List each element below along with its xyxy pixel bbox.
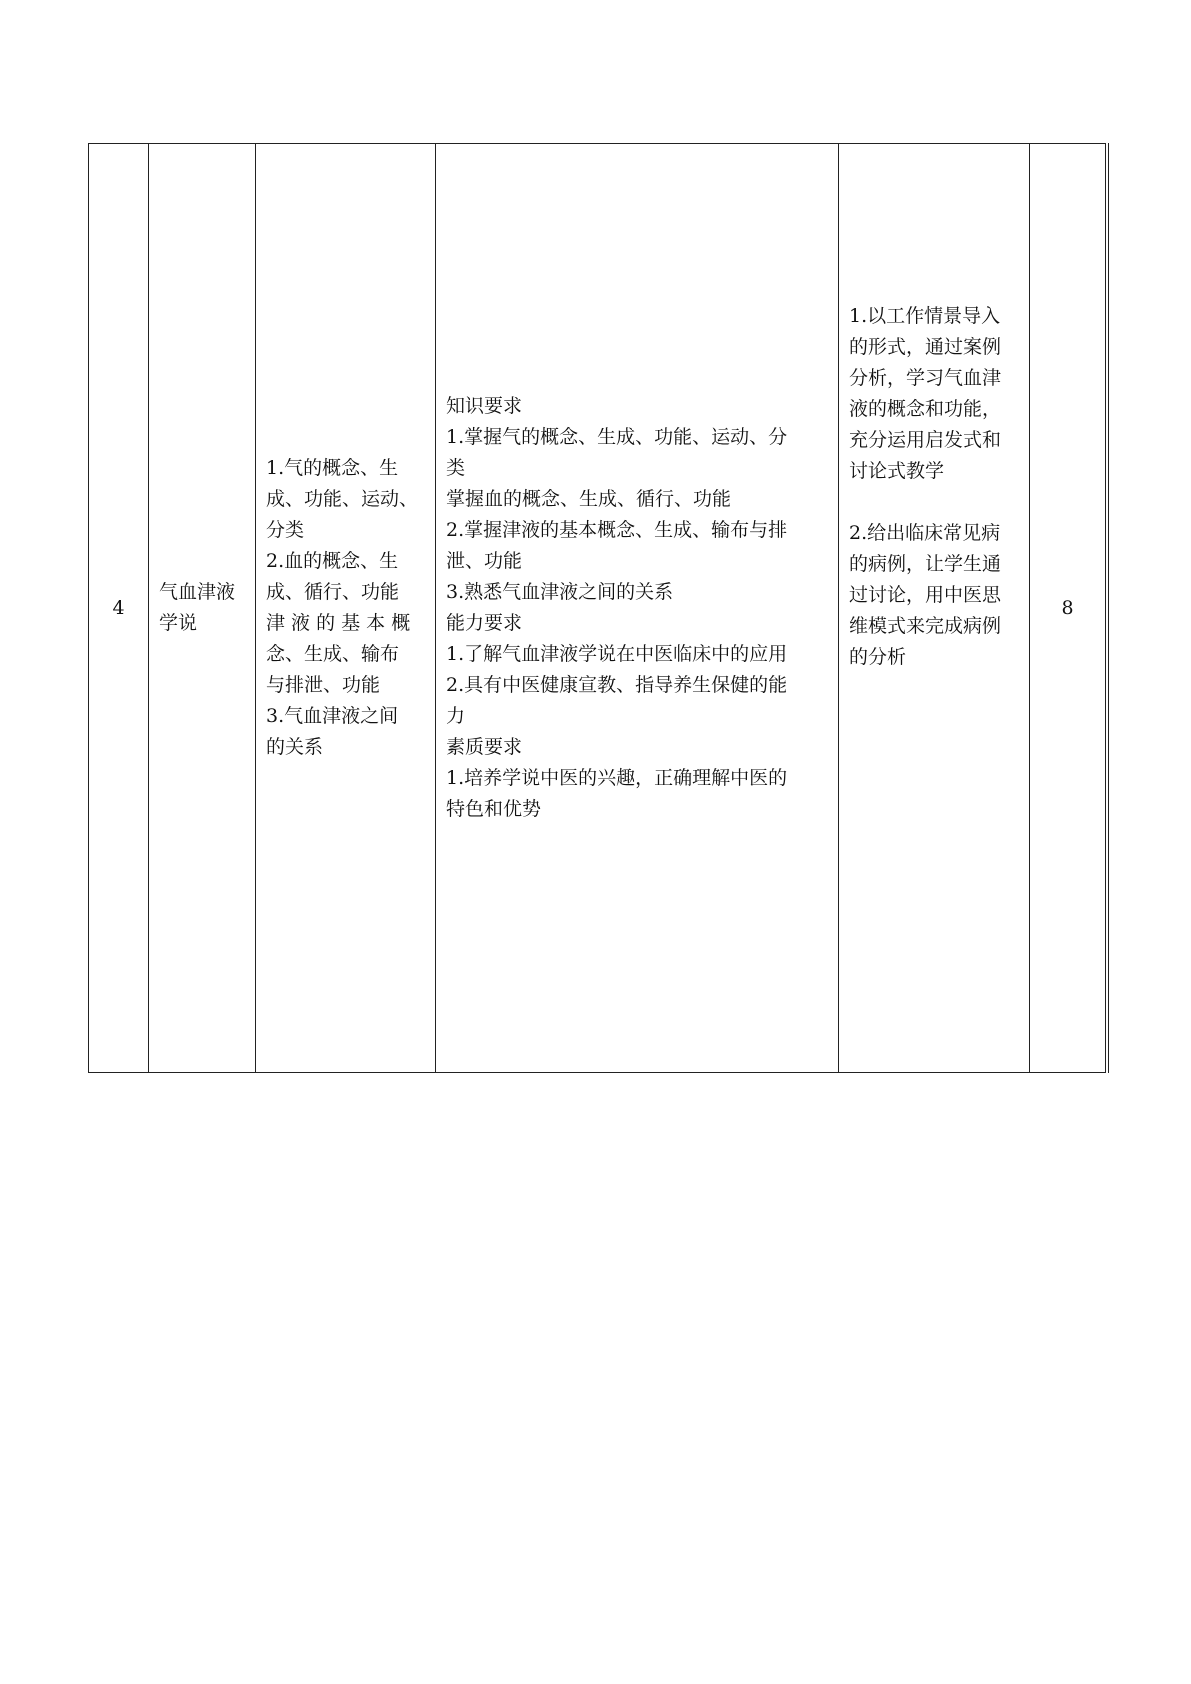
content-cell	[256, 144, 436, 1073]
requirement-line: 能力要求	[446, 612, 523, 634]
content-line: 津 液 的 基 本 概	[266, 612, 411, 634]
method-line: 的病例，让学生通	[849, 553, 1002, 575]
content-line: 成、循行、功能	[266, 581, 400, 603]
method-line: 过讨论，用中医思	[849, 584, 1002, 606]
requirement-line: 1.培养学说中医的兴趣，正确理解中医的	[446, 767, 788, 789]
topic-line: 学说	[159, 612, 198, 634]
requirement-line: 3.熟悉气血津液之间的关系	[446, 581, 674, 603]
method-line: 充分运用启发式和	[849, 429, 1002, 451]
method-line: 2.给出临床常见病	[849, 522, 1001, 544]
row-number: 4	[112, 596, 125, 619]
paragraph-gap	[849, 487, 1019, 518]
requirement-line: 素质要求	[446, 736, 523, 758]
content-line: 3.气血津液之间	[266, 705, 399, 727]
requirement-line: 特色和优势	[446, 798, 542, 820]
requirement-line: 1.了解气血津液学说在中医临床中的应用	[446, 643, 788, 665]
content-line: 的关系	[266, 736, 324, 758]
content-line: 2.血的概念、生	[266, 550, 399, 572]
content-line: 1.气的概念、生	[266, 457, 399, 479]
method-cell	[839, 144, 1030, 1073]
content-line: 念、生成、输布	[266, 643, 400, 665]
requirement-line: 掌握血的概念、生成、循行、功能	[446, 488, 732, 510]
requirement-line: 2.具有中医健康宣教、指导养生保健的能	[446, 674, 788, 696]
requirement-line: 泄、功能	[446, 550, 523, 572]
table-row	[89, 144, 1106, 1073]
content-line: 成、功能、运动、	[266, 488, 419, 510]
requirement-line: 力	[446, 705, 466, 727]
method-line: 的形式，通过案例	[849, 336, 1002, 358]
requirement-line: 2.掌握津液的基本概念、生成、输布与排	[446, 519, 788, 541]
row-number-cell	[89, 144, 149, 1073]
course-table	[88, 143, 1106, 1073]
method-line: 维模式来完成病例	[849, 615, 1002, 637]
course-table-wrapper	[88, 143, 1105, 1073]
topic-cell	[149, 144, 256, 1073]
method-line: 液的概念和功能，	[849, 398, 1002, 420]
table-outer-border-line	[1108, 143, 1109, 1073]
requirement-line: 类	[446, 457, 466, 479]
method-line: 讨论式教学	[849, 460, 945, 482]
content-line: 与排泄、功能	[266, 674, 381, 696]
method-line: 的分析	[849, 646, 907, 668]
requirements-cell	[436, 144, 839, 1073]
requirement-line: 知识要求	[446, 395, 523, 417]
hours-cell	[1030, 144, 1106, 1073]
requirement-line: 1.掌握气的概念、生成、功能、运动、分	[446, 426, 788, 448]
topic-line: 气血津液	[159, 581, 236, 603]
hours-value: 8	[1061, 596, 1074, 619]
method-line: 分析，学习气血津	[849, 367, 1002, 389]
method-line: 1.以工作情景导入	[849, 305, 1001, 327]
content-line: 分类	[266, 519, 305, 541]
